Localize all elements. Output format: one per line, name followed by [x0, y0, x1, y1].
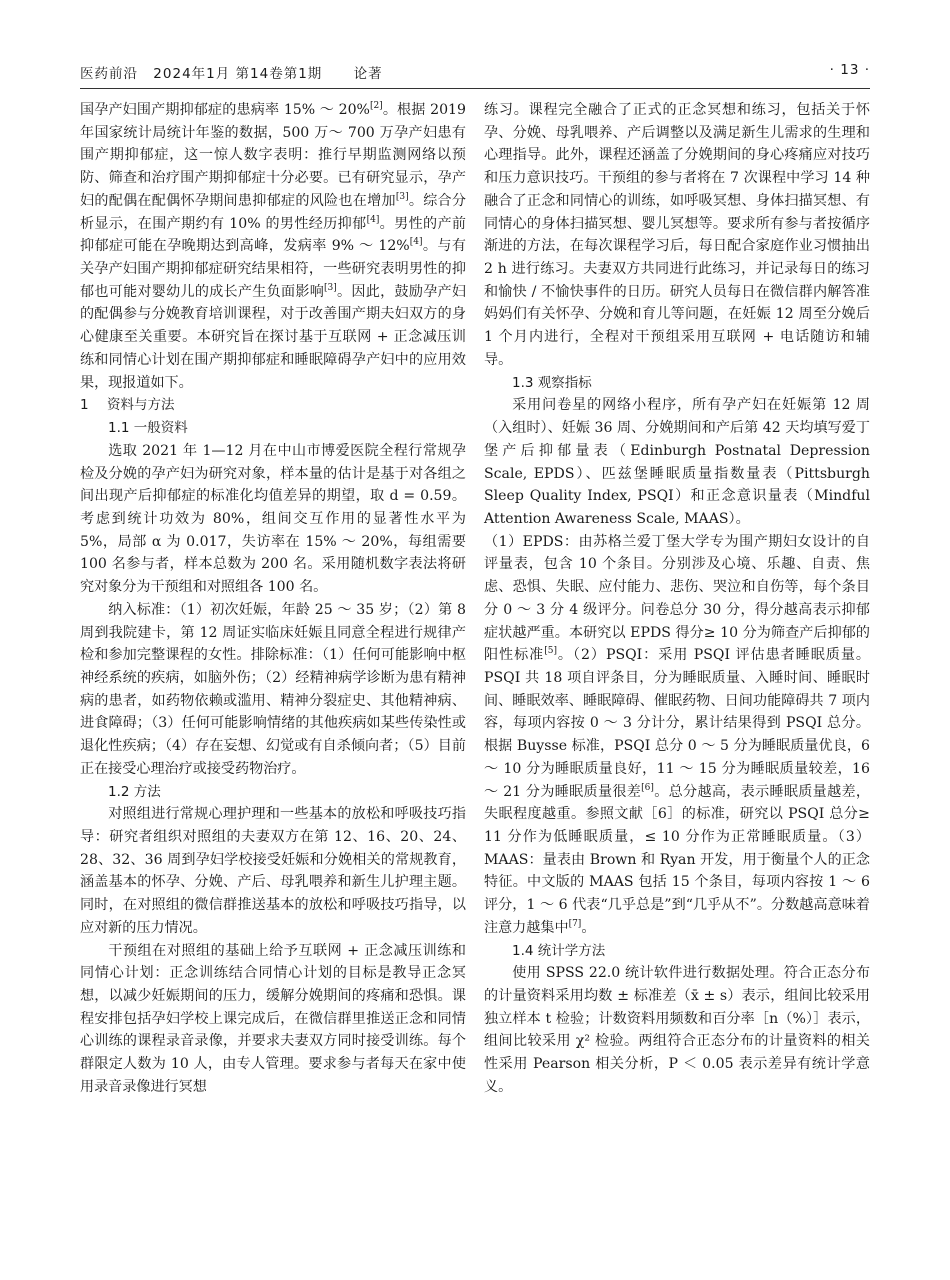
paragraph-scales: [484, 531, 870, 940]
citation: [4]: [366, 214, 380, 225]
text-run: 。总分越高，表示睡眠质量越差，失眠程度越重。参照文献［6］的标准，研究以 PSQI 总分≥ 11 分作为低睡眠质量，≤ 10 分作为正常睡眠质量。（3）MAAS：量表由 Brown 和 Ryan 开发，用于衡量个人的正念特征。中文版的 MAAS 包括 15 个条目，每项内容按 1 ～ 6 评分，1 ～ 6 代表“几乎总是”到“几乎从不”。分数越高意味着注意力越集中: [484, 783, 870, 936]
running-header: [80, 62, 870, 88]
page-number: · 13 ·: [829, 62, 870, 78]
paragraph-indicators: 采用问卷星的网络小程序，所有孕产妇在妊娠第 12 周（入组时）、妊娠 36 周、分娩期间和产后第 42 天均填写爱丁堡产后抑郁量表（Edinburgh Postnatal Depression Scale, EPDS）、匹兹堡睡眠质量指数量表（Pittsburgh Sleep Quality Index, PSQI）和正念意识量表（Mindful Attention Awareness Scale, MAAS）。: [484, 397, 870, 527]
text-run: 。（2）PSQI：采用 PSQI 评估患者睡眠质量。PSQI 共 18 项自评条目，分为睡眠质量、入睡时间、睡眠时间、睡眠效率、睡眠障碍、催眠药物、日间功能障碍共 7 项内容，每项内容按 0 ～ 3 分计分，累计结果得到 PSQI 总分。根据 Buysse 标准，PSQI 总分 0 ～ 5 分为睡眠质量优良，6 ～ 10 分为睡眠质量良好，11 ～ 15 分为睡眠质量较差，16 ～ 21 分为睡眠质量很差: [484, 647, 870, 800]
paragraph-subjects: 选取 2021 年 1—12 月在中山市博爱医院全程行常规孕检及分娩的孕产妇为研究对象，样本量的估计是基于对各组之间出现产后抑郁症的标准化均值差异的期望，取 d = 0.59。考虑到统计功效为 80%，组间交互作用的显著性水平为 5%，局部 α 为 0.017，失访率在 15% ～ 20%，每组需要 100 名参与者，样本总数为 200 名。采用随机数字表法将研究对象分为干预组和对照组各 100 名。: [80, 442, 466, 596]
section-heading-1: [80, 394, 466, 417]
citation: [2]: [369, 101, 383, 111]
text-run: 。根据 2019 年国家统计局统计年鉴的数据，500 万～ 700 万孕产妇患有围产期抑郁症，这一惊人数字表明：推行早期监测网络以预防、筛查和治疗围产期抑郁症十分必要。已有研究显示，孕产妇的配偶在配偶怀孕期间患抑郁症的风险也在增加: [80, 102, 466, 209]
subsection-heading-1-3: 1.3 观察指标: [512, 374, 592, 391]
section-number: 1: [80, 397, 89, 414]
paragraph-criteria: 纳入标准：（1）初次妊娠，年龄 25 ～ 35 岁；（2）第 8 周到我院建卡，第 12 周证实临床妊娠且同意全程进行规律产检和参加完整课程的女性。排除标准：（1）任何可能影响中枢神经系统的疾病，如脑外伤；（2）经精神病学诊断为患有精神病的患者，如药物依赖或滥用、精神分裂症史、其他精神病、进食障碍；（3）任何可能影响情绪的其他疾病如某些传染性或退化性疾病；（4）存在妄想、幻觉或有自杀倾向者；（5）目前正在接受心理治疗或接受药物治疗。: [80, 601, 466, 777]
text-run: 。因此，鼓励孕产妇的配偶参与分娩教育培训课程，对于改善围产期夫妇双方的身心健康至关重要。本研究旨在探讨基于互联网 + 正念减压训练和同情心计划在围产期抑郁症和睡眠障碍孕产妇中的应用效果，现报道如下。: [80, 283, 466, 391]
citation: [3]: [324, 282, 337, 293]
section-title: 资料与方法: [107, 397, 175, 414]
citation: [3]: [395, 191, 409, 202]
header-rule: [80, 88, 870, 89]
text-run: 。男性的产前抑郁症可能在孕晚期达到高峰，发病率 9% ～ 12%: [80, 215, 467, 255]
section-label: 论著: [353, 66, 383, 82]
header-left: [80, 62, 393, 82]
citation: [5]: [544, 646, 557, 657]
paragraph-intro: [80, 99, 466, 394]
text-run: 国孕产妇围产期抑郁症的患病率 15% ～ 20%: [80, 102, 370, 118]
text-run: 。综合分析显示，在围产期约有 10% 的男性经历抑郁: [80, 192, 467, 232]
citation: [4]: [409, 237, 423, 248]
paragraph-intervention-cont: 练习。课程完全融合了正式的正念冥想和练习，包括关于怀孕、分娩、母乳喂养、产后调整以及满足新生儿需求的生理和心理指导。此外，课程还涵盖了分娩期间的身心疼痛应对技巧和压力意识技巧。干预组的参与者将在 7 次课程中学习 14 种融合了正念和同情心的训练，如呼吸冥想、身体扫描冥想、有同情心的身体扫描冥想、婴儿冥想等。要求所有参与者按循序渐进的方法，在每次课程学习后，每日配合家庭作业习惯抽出 2 h 进行练习。夫妻双方共同进行此练习，并记录每日的练习和愉快 / 不愉快事件的日历。研究人员每日在微信群内解答准妈妈们有关怀孕、分娩和育儿等问题，在妊娠 12 周至分娩后 1 个月内进行，全程对干预组采用互联网 + 电话随访和辅导。: [484, 102, 870, 368]
journal-name: 医药前沿: [80, 66, 138, 82]
left-column: [80, 99, 466, 1099]
subsection-heading-1-1: 1.1 一般资料: [108, 420, 188, 437]
text-run: 。与有关孕产妇围产期抑郁症研究结果相符，一些研究表明男性的抑郁也可能对婴幼儿的成长产生负面影响: [80, 238, 467, 300]
citation: [7]: [568, 918, 582, 929]
text-run: 。: [581, 919, 596, 936]
subsection-heading-1-2: 1.2 方法: [108, 783, 161, 800]
subsection-heading-1-4: 1.4 统计学方法: [512, 942, 606, 959]
right-column: [484, 99, 870, 1099]
text-run: （1）EPDS：由苏格兰爱丁堡大学专为围产期妇女设计的自评量表，包含 10 个条目。分别涉及心境、乐趣、自责、焦虑、恐惧、失眠、应付能力、悲伤、哭泣和自伤等，每个条目分 0 ～ 3 分 4 级评分。问卷总分 30 分，得分越高表示抑郁症状越严重。本研究以 EPDS 得分≥ 10 分为筛查产后抑郁的阳性标准: [484, 533, 870, 664]
paragraph-control-group: 对照组进行常规心理护理和一些基本的放松和呼吸技巧指导：研究者组织对照组的夫妻双方在第 12、16、20、24、28、32、36 周到孕妇学校接受妊娠和分娩相关的常规教育，涵盖基本的怀孕、分娩、产后、母乳喂养和新生儿护理主题。同时，在对照组的微信群推送基本的放松和呼吸技巧指导，以应对新的压力情况。: [80, 806, 466, 936]
issue-info: 2024年1月 第14卷第1期: [153, 66, 323, 82]
paragraph-intervention-group: 干预组在对照组的基础上给予互联网 + 正念减压训练和同情心计划：正念训练结合同情心计划的目标是教导正念冥想，以减少妊娠期间的压力，缓解分娩期间的疼痛和恐惧。课程安排包括孕妇学校上课完成后，在微信群里推送正念和同情心训练的课程录音录像，并要求夫妻双方同时接受训练。每个群限定人数为 10 人，由专人管理。要求参与者每天在家中使用录音录像进行冥想: [80, 942, 466, 1095]
citation: [6]: [641, 782, 654, 793]
paragraph-statistics: 使用 SPSS 22.0 统计软件进行数据处理。符合正态分布的计量资料采用均数 ± 标准差（x̄ ± s）表示，组间比较采用独立样本 t 检验；计数资料用频数和百分率［n（%）］表示，组间比较采用 χ² 检验。两组符合正态分布的计量资料的相关性采用 Pearson 相关分析，P ＜ 0.05 表示差异有统计学意义。: [484, 965, 870, 1095]
